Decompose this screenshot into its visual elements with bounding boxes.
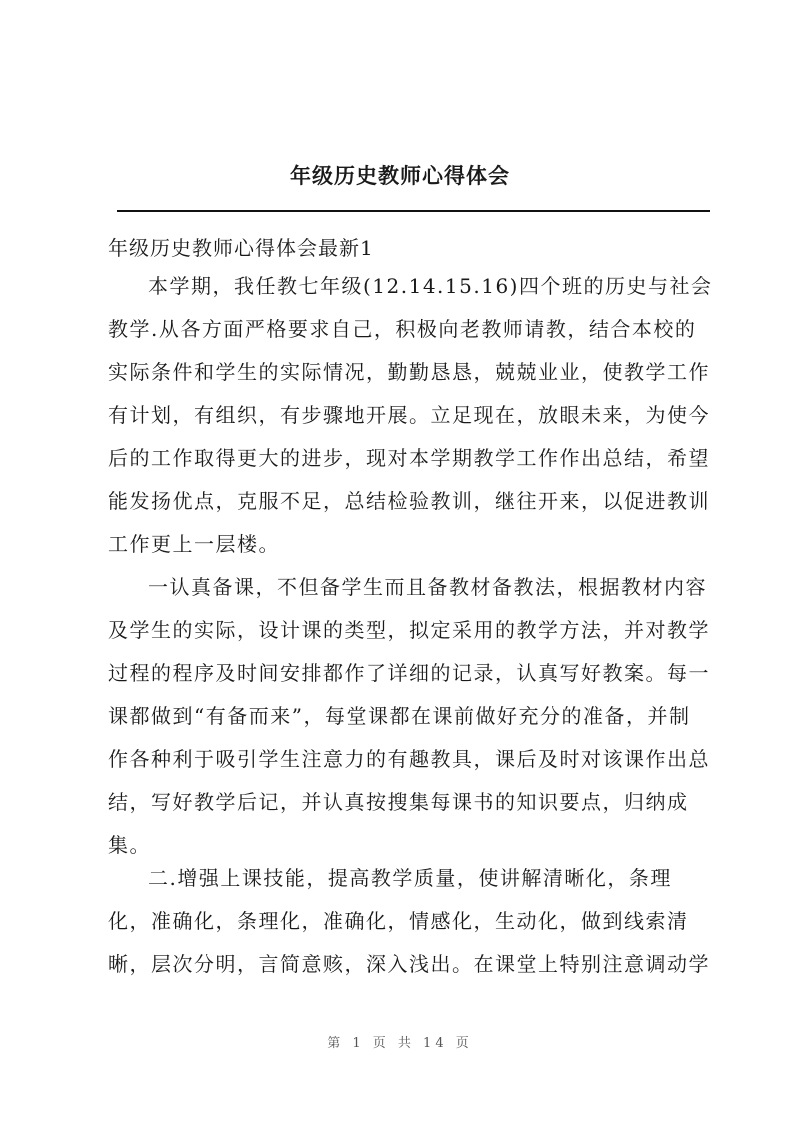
paragraph-line: 实际条件和学生的实际情况，勤勤恳恳，兢兢业业，使教学工作	[108, 360, 710, 384]
paragraph-line: 过程的程序及时间安排都作了详细的记录，认真写好教案。每一	[108, 661, 710, 685]
paragraph-line: 化，准确化，条理化，准确化，情感化，生动化，做到线索清	[108, 909, 689, 933]
paragraph-first-line: 本学期，我任教七年级(12.14.15.16)四个班的历史与社会	[148, 274, 713, 298]
paragraph-line: 有计划，有组织，有步骤地开展。立足现在，放眼未来，为使今	[108, 403, 710, 427]
paragraph-line: 结，写好教学后记，并认真按搜集每课书的知识要点，归纳成	[108, 790, 689, 814]
paragraph-line: 后的工作取得更大的进步，现对本学期教学工作作出总结，希望	[108, 446, 710, 470]
title-divider	[117, 210, 710, 212]
paragraph-first-line: 一认真备课，不但备学生而且备教材备教法，根据教材内容	[148, 575, 707, 599]
paragraph-line: 集。	[108, 833, 151, 857]
page-title: 年级历史教师心得体会	[290, 164, 510, 188]
paragraph-line: 作各种利于吸引学生注意力的有趣教具，课后及时对该课作出总	[108, 747, 710, 771]
paragraph-line: 能发扬优点，克服不足，总结检验教训，继往开来，以促进教训	[108, 489, 710, 513]
page-number-footer: 第 1 页 共 14 页	[327, 1036, 473, 1051]
paragraph-first-line: 二.增强上课技能，提高教学质量，使讲解清晰化，条理	[148, 866, 672, 890]
paragraph-line: 课都做到“有备而来”，每堂课都在课前做好充分的准备，并制	[108, 704, 691, 728]
paragraph-line: 晰，层次分明，言简意赅，深入浅出。在课堂上特别注意调动学	[108, 952, 710, 976]
document-subtitle: 年级历史教师心得体会最新1	[108, 236, 374, 260]
paragraph-line: 及学生的实际，设计课的类型，拟定采用的教学方法，并对教学	[108, 618, 710, 642]
paragraph-line: 教学.从各方面严格要求自己，积极向老教师请教，结合本校的	[108, 317, 697, 341]
paragraph-line: 工作更上一层楼。	[108, 532, 280, 556]
